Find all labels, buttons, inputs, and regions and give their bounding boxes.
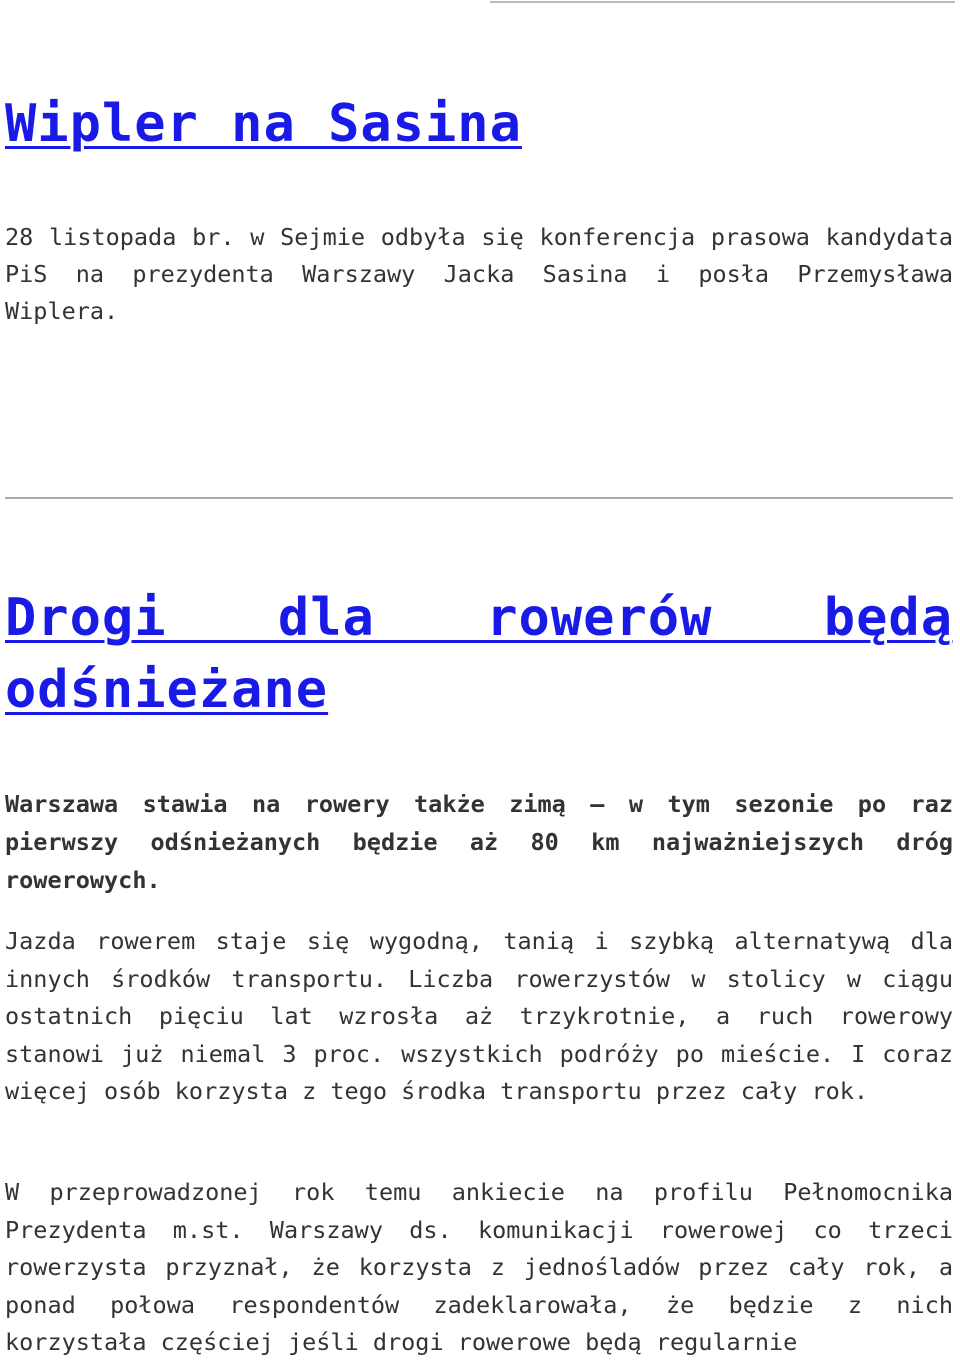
article-lead: Warszawa stawia na rowery także zimą – w tym sezonie po raz pierwszy odśnieżanych będzie aż 80 km najważniejszych dróg rowerowych. (5, 790, 953, 894)
top-divider (490, 1, 955, 3)
article-divider (5, 497, 953, 499)
article-title-link[interactable]: Drogi dla rowerów będą odśnieżane (5, 588, 953, 720)
article-excerpt: 28 listopada br. w Sejmie odbyła się konferencja prasowa kandydata PiS na prezydenta Warszawy Jacka Sasina i posła Przemysława Wiplera. (5, 223, 953, 325)
article-paragraph: Jazda rowerem staje się wygodną, tanią i szybką alternatywą dla innych środków transportu. Liczba rowerzystów w stolicy w ciągu ostatnich pięciu lat wzrosła aż trzykrotnie, a ruch rowerowy stanowi już niemal 3 proc. wszystkich podróży po mieście. I coraz więcej osób korzysta z tego środka transportu przez cały rok. (5, 927, 953, 1106)
article-title-link[interactable]: Wipler na Sasina (5, 94, 522, 154)
article-paragraph: W przeprowadzonej rok temu ankiecie na profilu Pełnomocnika Prezydenta m.st. Warszawy ds. komunikacji rowerowej co trzeci rowerzysta przyznał, że korzysta z jednośladów przez cały rok, a ponad połowa respondentów zadeklarowała, że będzie z nich korzystała częściej jeśli drogi rowerowe będą regularnie (5, 1178, 953, 1357)
